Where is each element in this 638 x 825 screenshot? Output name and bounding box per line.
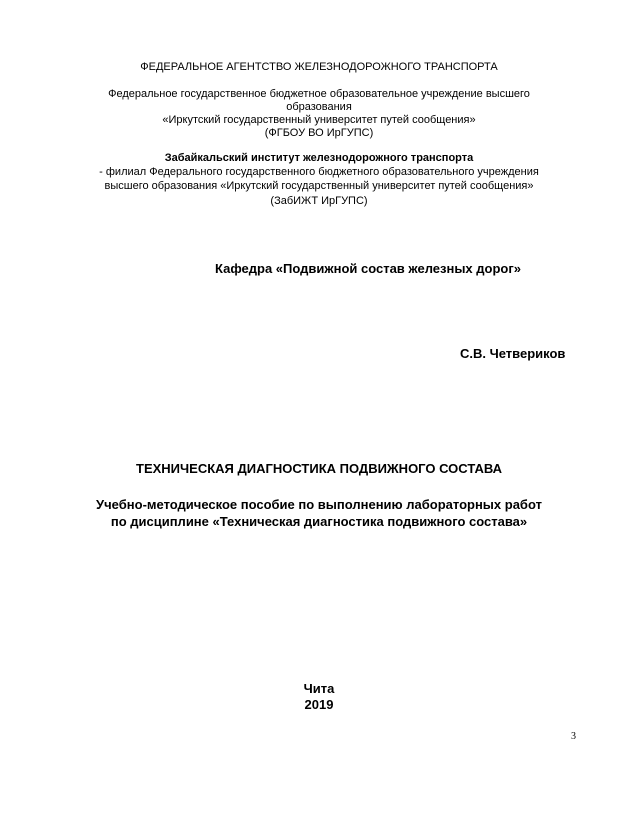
institution-line-3: «Иркутский государственный университет путей сообщения» bbox=[162, 114, 476, 126]
author-name: С.В. Четвериков bbox=[460, 346, 566, 361]
city: Чита bbox=[303, 681, 335, 696]
branch-line-3: (ЗабИЖТ ИрГУПС) bbox=[270, 195, 368, 207]
subtitle-line-2: по дисциплине «Техническая диагностика подвижного состава» bbox=[110, 514, 528, 529]
institution-line-1: Федеральное государственное бюджетное образовательное учреждение высшего bbox=[108, 88, 530, 100]
branch-line-1: - филиал Федерального государственного бюджетного образовательного учреждения bbox=[99, 166, 539, 178]
page-number: 3 bbox=[571, 731, 576, 742]
branch-title: Забайкальский институт железнодорожного транспорта bbox=[164, 152, 474, 164]
document-title: ТЕХНИЧЕСКАЯ ДИАГНОСТИКА ПОДВИЖНОГО СОСТАВА bbox=[136, 461, 502, 476]
year: 2019 bbox=[304, 697, 334, 712]
subtitle-line-1: Учебно-методическое пособие по выполнению лабораторных работ bbox=[96, 497, 542, 512]
branch-line-2: высшего образования «Иркутский государственный университет путей сообщения» bbox=[104, 180, 534, 192]
institution-line-2: образования bbox=[286, 101, 352, 113]
department-name: Кафедра «Подвижной состав железных дорог» bbox=[215, 261, 521, 276]
agency-name: ФЕДЕРАЛЬНОЕ АГЕНТСТВО ЖЕЛЕЗНОДОРОЖНОГО ТРАНСПОРТА bbox=[140, 61, 498, 73]
institution-line-4: (ФГБОУ ВО ИрГУПС) bbox=[264, 127, 374, 139]
